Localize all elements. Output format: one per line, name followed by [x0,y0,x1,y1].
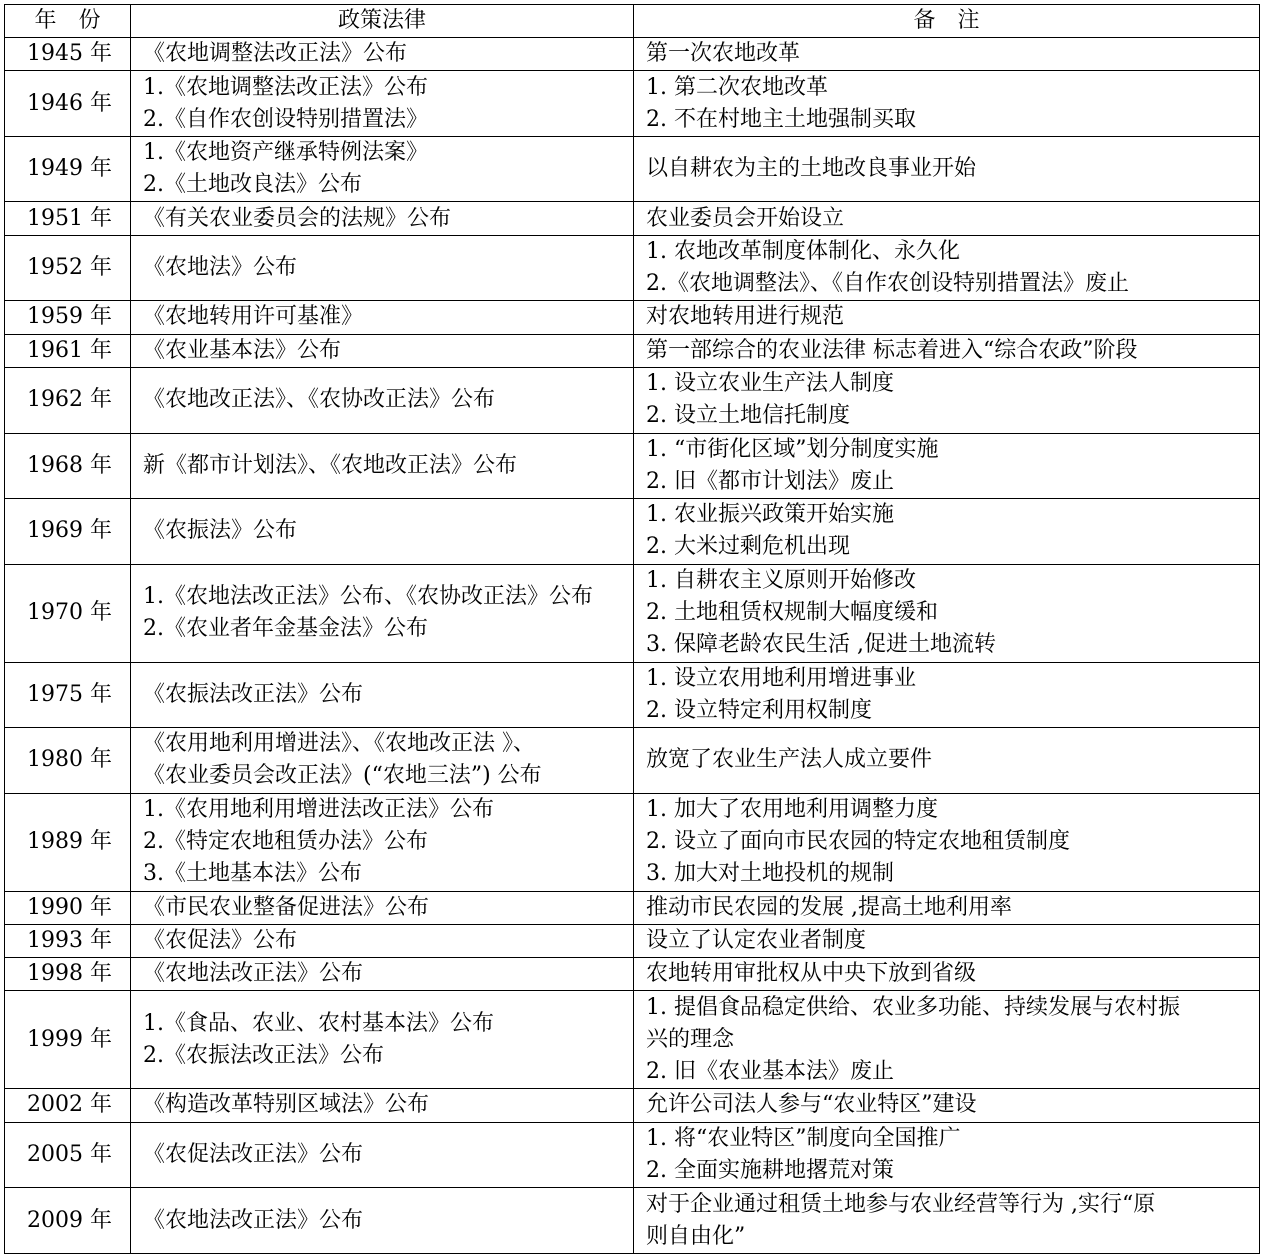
note-cell [634,202,1260,235]
policy-line: 1.《农地调整法改正法》公布 [143,74,428,100]
policy-cell [131,38,634,71]
table-row [5,991,1260,1089]
policy-line: 《农地法》公布 [143,255,298,281]
year-cell: 1980 年 [5,728,131,794]
year-cell: 1945 年 [5,38,131,71]
note-cell [634,728,1260,794]
note-line: 3. 加大对土地投机的规制 [646,861,894,887]
policy-line: 《农促法改正法》公布 [143,1141,364,1167]
table-row [5,71,1260,137]
note-line: 3. 保障老龄农民生活 ,促进土地流转 [646,632,996,658]
policy-line: 《农用地利用增进法》、《农地改正法 》、 [143,731,535,757]
table-row [5,1188,1260,1254]
policy-cell [131,433,634,499]
year-cell: 2005 年 [5,1122,131,1188]
note-line: 对农地转用进行规范 [646,304,845,330]
year-cell: 1968 年 [5,433,131,499]
policy-cell [131,1188,634,1254]
policy-cell [131,924,634,957]
policy-line: 2.《自作农创设特别措置法》 [143,106,428,132]
note-line: 放宽了农业生产法人成立要件 [646,747,933,773]
note-cell [634,1122,1260,1188]
table-row [5,202,1260,235]
note-line: 1. 加大了农用地利用调整力度 [646,797,938,823]
note-cell [634,136,1260,202]
policy-line: 《农地法改正法》公布 [143,1207,364,1233]
policy-cell [131,136,634,202]
header-year: 年 份 [5,5,131,38]
note-line: 2. 土地租赁权规制大幅度缓和 [646,600,938,626]
policy-line: 1.《农用地利用增进法改正法》公布 [143,797,494,823]
note-line: 农地转用审批权从中央下放到省级 [646,961,977,987]
policy-line: 《农振法》公布 [143,518,298,544]
table-row [5,793,1260,891]
table-row [5,433,1260,499]
table-row [5,958,1260,991]
policy-line: 1.《农地资产继承特例法案》 [143,140,428,166]
policy-cell [131,499,634,565]
note-cell [634,924,1260,957]
note-line: 2. 旧《农业基本法》废止 [646,1058,894,1084]
note-line: 2. 不在村地主土地强制买取 [646,106,916,132]
note-line: 2. 设立土地信托制度 [646,403,850,429]
policy-line: 新《都市计划法》、《农地改正法》公布 [143,452,518,478]
year-cell: 1951 年 [5,202,131,235]
table-row [5,662,1260,728]
table-row [5,499,1260,565]
policy-line: 2.《特定农地租赁办法》公布 [143,829,428,855]
note-line: 农业委员会开始设立 [646,205,845,231]
year-cell: 1969 年 [5,499,131,565]
policy-line: 《市民农业整备促进法》公布 [143,894,430,920]
year-cell: 1975 年 [5,662,131,728]
policy-cell [131,793,634,891]
table-row [5,1122,1260,1188]
policy-cell [131,235,634,301]
policy-line: 2.《土地改良法》公布 [143,172,362,198]
policy-cell [131,1122,634,1188]
table-row [5,1089,1260,1122]
policy-cell [131,991,634,1089]
note-line: 2. 设立特定利用权制度 [646,697,872,723]
note-cell [634,662,1260,728]
header-note: 备 注 [634,5,1260,38]
note-cell [634,235,1260,301]
year-cell: 1989 年 [5,793,131,891]
year-cell: 1949 年 [5,136,131,202]
policy-line: 3.《土地基本法》公布 [143,861,362,887]
note-cell [634,301,1260,334]
policy-cell [131,301,634,334]
note-line: 1. 将“农业特区”制度向全国推广 [646,1125,961,1151]
table-row [5,924,1260,957]
policy-line: 1.《食品、农业、农村基本法》公布 [143,1010,494,1036]
note-cell [634,891,1260,924]
note-line: 1. 农业振兴政策开始实施 [646,502,894,528]
policy-line: 《有关农业委员会的法规》公布 [143,205,452,231]
policy-line: 《农地改正法》、《农协改正法》公布 [143,387,496,413]
note-line: 2. 旧《都市计划法》废止 [646,468,894,494]
policy-line: 《农业委员会改正法》(“农地三法”) 公布 [143,763,542,789]
table-row [5,564,1260,662]
policy-cell [131,662,634,728]
header-row [5,5,1260,38]
note-line: 允许公司法人参与“农业特区”建设 [646,1092,977,1118]
policy-cell [131,71,634,137]
header-policy: 政策法律 [131,5,634,38]
policy-cell [131,891,634,924]
note-line: 1. 自耕农主义原则开始修改 [646,568,916,594]
note-cell [634,499,1260,565]
note-line: 1. 农地改革制度体制化、永久化 [646,239,960,265]
table-row [5,334,1260,367]
year-cell: 1999 年 [5,991,131,1089]
table-row [5,367,1260,433]
policy-line: 2.《农振法改正法》公布 [143,1042,384,1068]
table-row [5,301,1260,334]
policy-cell [131,202,634,235]
table-row [5,728,1260,794]
year-cell: 2009 年 [5,1188,131,1254]
year-cell: 1993 年 [5,924,131,957]
policy-cell [131,564,634,662]
note-cell [634,334,1260,367]
policy-line: 《农地调整法改正法》公布 [143,41,408,67]
table-body [5,38,1260,1254]
note-line: 1. 提倡食品稳定供给、农业多功能、持续发展与农村振 [646,994,1180,1020]
policy-law-table [4,4,1260,1254]
note-cell [634,433,1260,499]
note-line: 以自耕农为主的土地改良事业开始 [646,156,977,182]
note-cell [634,991,1260,1089]
policy-line: 《农振法改正法》公布 [143,681,364,707]
policy-cell [131,367,634,433]
note-line: 兴的理念 [646,1026,735,1052]
note-line: 1. 设立农业生产法人制度 [646,371,894,397]
note-line: 2. 全面实施耕地撂荒对策 [646,1157,894,1183]
year-cell: 1946 年 [5,71,131,137]
policy-line: 《农业基本法》公布 [143,337,342,363]
policy-cell [131,334,634,367]
table-row [5,235,1260,301]
note-line: 1. “市街化区域”划分制度实施 [646,436,939,462]
note-line: 则自由化” [646,1223,746,1249]
year-cell: 1970 年 [5,564,131,662]
table-row [5,38,1260,71]
policy-line: 2.《农业者年金基金法》公布 [143,616,428,642]
note-line: 2. 大米过剩危机出现 [646,534,850,560]
policy-cell [131,958,634,991]
year-cell: 1952 年 [5,235,131,301]
year-cell: 1998 年 [5,958,131,991]
note-line: 设立了认定农业者制度 [646,928,867,953]
note-line: 对于企业通过租赁土地参与农业经营等行为 ,实行“原 [646,1191,1156,1217]
year-cell: 1959 年 [5,301,131,334]
note-line: 第一次农地改革 [646,41,801,67]
year-cell: 1961 年 [5,334,131,367]
policy-cell [131,728,634,794]
note-cell [634,367,1260,433]
year-cell: 2002 年 [5,1089,131,1122]
note-cell [634,38,1260,71]
note-line: 2.《农地调整法》、《自作农创设特别措置法》废止 [646,271,1129,297]
note-line: 推动市民农园的发展 ,提高土地利用率 [646,894,1012,920]
note-line: 1. 设立农用地利用增进事业 [646,665,916,691]
policy-line: 1.《农地法改正法》公布、《农协改正法》公布 [143,584,593,610]
note-line: 2. 设立了面向市民农园的特定农地租赁制度 [646,829,1070,855]
note-line: 1. 第二次农地改革 [646,74,828,100]
note-line: 第一部综合的农业法律 标志着进入“综合农政”阶段 [646,337,1138,363]
note-cell [634,71,1260,137]
note-cell [634,1089,1260,1122]
table-row [5,136,1260,202]
policy-line: 《农地转用许可基准》 [143,304,364,330]
note-cell [634,564,1260,662]
note-cell [634,958,1260,991]
year-cell: 1990 年 [5,891,131,924]
note-cell [634,1188,1260,1254]
table-row [5,891,1260,924]
policy-line: 《农地法改正法》公布 [143,961,364,987]
note-cell [634,793,1260,891]
policy-line: 《农促法》公布 [143,928,298,953]
policy-line: 《构造改革特别区域法》公布 [143,1092,430,1118]
year-cell: 1962 年 [5,367,131,433]
policy-cell [131,1089,634,1122]
